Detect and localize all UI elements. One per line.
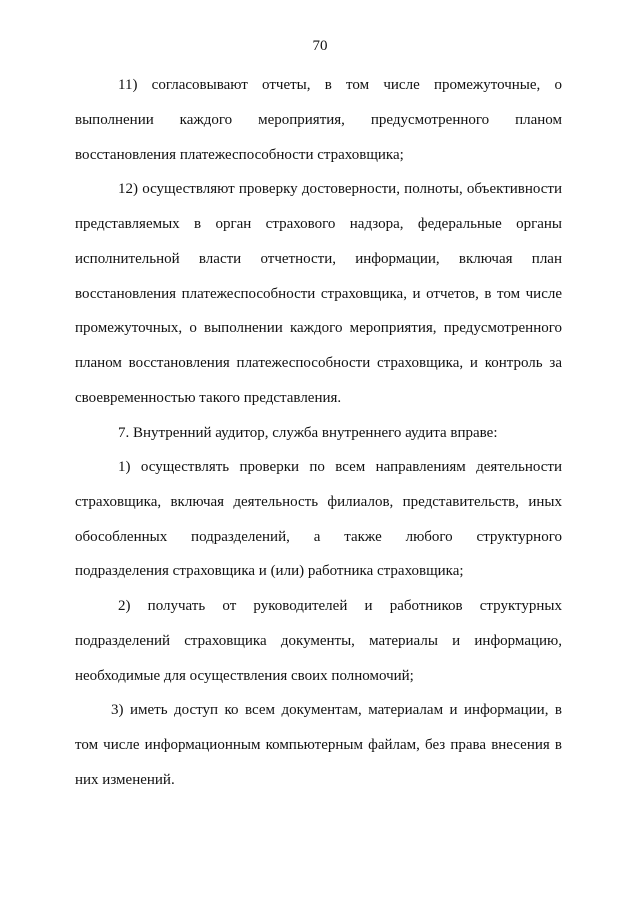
text-line: подразделений страховщика документы, материалы и информацию, (75, 633, 562, 649)
text-line: обособленных подразделений, а также любого структурного (75, 529, 562, 545)
section-heading: 7. Внутренний аудитор, служба внутреннего аудита вправе: (118, 425, 498, 441)
text-line: восстановления платежеспособности страховщика, и отчетов, в том числе (75, 286, 562, 302)
text-line: необходимые для осуществления своих полномочий; (75, 668, 414, 684)
text-line: них изменений. (75, 772, 175, 788)
text-line: восстановления платежеспособности страховщика; (75, 147, 404, 163)
text-line: промежуточных, о выполнении каждого мероприятия, предусмотренного (75, 320, 562, 336)
text-line: 3) иметь доступ ко всем документам, материалам и информации, в (111, 702, 562, 718)
text-line: 2) получать от руководителей и работников структурных (118, 598, 562, 614)
page-number: 70 (312, 38, 328, 54)
text-line: 1) осуществлять проверки по всем направлениям деятельности (118, 459, 562, 475)
text-line: исполнительной власти отчетности, информации, включая план (75, 251, 562, 267)
text-line: страховщика, включая деятельность филиалов, представительств, иных (75, 494, 562, 510)
text-line: представляемых в орган страхового надзора, федеральные органы (75, 216, 562, 232)
text-line: планом восстановления платежеспособности страховщика, и контроль за (75, 355, 562, 371)
text-line: подразделения страховщика и (или) работника страховщика; (75, 563, 464, 579)
text-line: 11) согласовывают отчеты, в том числе промежуточные, о (118, 77, 562, 93)
text-line: своевременностью такого представления. (75, 390, 342, 406)
text-line: 12) осуществляют проверку достоверности, полноты, объективности (118, 181, 562, 197)
text-line: выполнении каждого мероприятия, предусмотренного планом (75, 112, 562, 128)
text-line: том числе информационным компьютерным файлам, без права внесения в (75, 737, 562, 753)
